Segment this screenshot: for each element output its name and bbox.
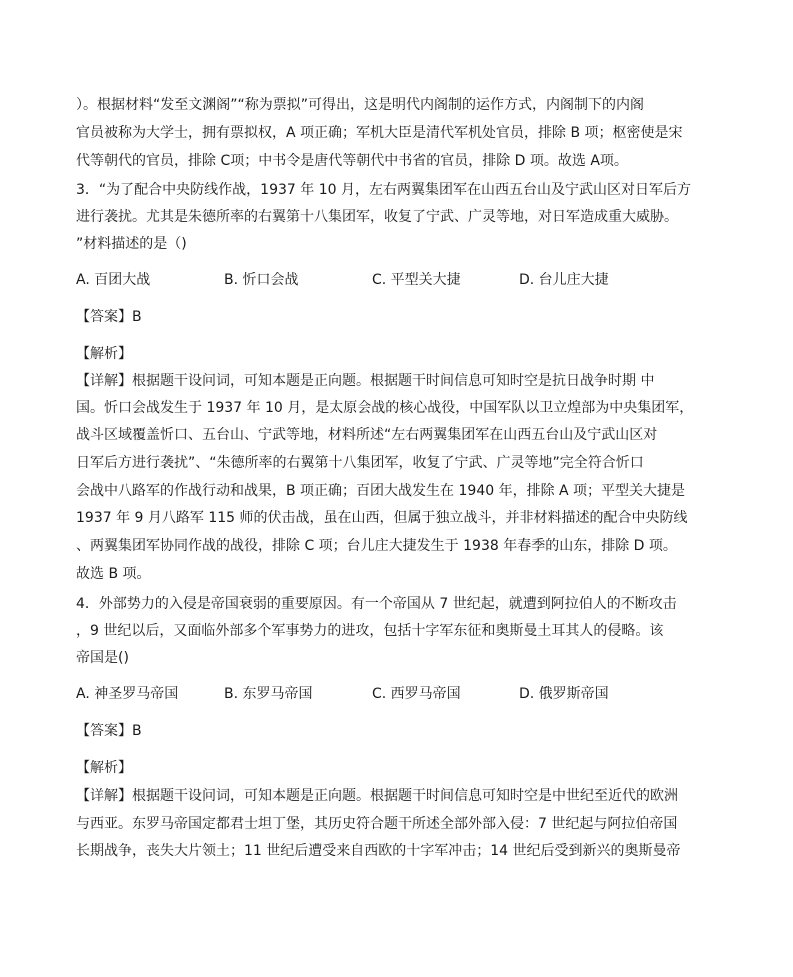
q2-explanation-line-3: 代等朝代的官员，排除 C项；中书令是唐代等朝代中书省的官员，排除 D 项。故选 A项。 (76, 153, 628, 169)
q3-option-a: A. 百团大战 (76, 272, 151, 288)
q4-stem-line-2: ，9 世纪以后，又面临外部多个军事势力的进攻，包括十字军东征和奥斯曼土耳其人的侵略。该 (76, 623, 664, 639)
q2-explanation-line-1: ）。根据材料“发至文渊阁”“称为票拟”可得出，这是明代内阁制的运作方式，内阁制下的内阁 (76, 97, 645, 113)
q3-stem-line-2: 进行袭扰。尤其是朱德所率的右翼第十八集团军，收复了宁武、广灵等地，对日军造成重大威胁。 (76, 209, 678, 225)
q4-option-c: C. 西罗马帝国 (372, 686, 461, 702)
q3-stem-line-3: ”材料描述的是（) (76, 236, 187, 252)
q3-stem-line-1: 3．“为了配合中央防线作战，1937 年 10 月，左右两翼集团军在山西五台山及宁武山区对日军后方 (76, 182, 691, 198)
q2-explanation-line-2: 官员被称为大学士，拥有票拟权，A 项正确；军机大臣是清代军机处官员，排除 B 项；枢密使是宋 (76, 125, 683, 141)
q3-analysis-line-2: 国。忻口会战发生于 1937 年 10 月，是太原会战的核心战役，中国军队以卫立煌部为中央集团军， (76, 400, 694, 416)
q3-analysis-line-8: 故选 B 项。 (76, 566, 151, 582)
q3-option-d: D. 台儿庄大捷 (519, 272, 609, 288)
q4-answer: 【答案】B (76, 723, 142, 739)
q3-analysis-line-1: 【详解】根据题干设问词，可知本题是正向题。根据题干时间信息可知时空是抗日战争时期 中 (76, 373, 655, 389)
q3-analysis-line-6: 1937 年 9 月八路军 115 师的伏击战，虽在山西，但属于独立战斗，并非材料描述的配合中央防线 (76, 510, 688, 526)
q3-option-b: B. 忻口会战 (224, 272, 299, 288)
q4-analysis-line-1: 【详解】根据题干设问词，可知本题是正向题。根据题干时间信息可知时空是中世纪至近代的欧洲 (76, 788, 678, 804)
q4-stem-line-1: 4．外部势力的入侵是帝国衰弱的重要原因。有一个帝国从 7 世纪起，就遭到阿拉伯人的不断攻击 (76, 596, 677, 612)
q4-analysis-line-3: 长期战争，丧失大片领土；11 世纪后遭受来自西欧的十字军冲击；14 世纪后受到新兴的奥斯曼帝 (76, 843, 681, 859)
q4-analysis-label: 【解析】 (76, 760, 132, 776)
q3-option-c: C. 平型关大捷 (372, 272, 461, 288)
q4-analysis-line-2: 与西亚。东罗马帝国定都君士坦丁堡，其历史符合题干所述全部外部入侵：7 世纪起与阿拉伯帝国 (76, 816, 678, 832)
q3-analysis-line-3: 战斗区域覆盖忻口、五台山、宁武等地，材料所述“左右两翼集团军在山西五台山及宁武山区对 (76, 427, 658, 443)
q4-option-a: A. 神圣罗马帝国 (76, 686, 179, 702)
q4-option-d: D. 俄罗斯帝国 (519, 686, 609, 702)
q3-analysis-line-7: 、两翼集团军协同作战的战役，排除 C 项；台儿庄大捷发生于 1938 年春季的山东，排除 D 项。 (76, 538, 677, 554)
q4-option-b: B. 东罗马帝国 (224, 686, 313, 702)
q3-answer: 【答案】B (76, 309, 142, 325)
q3-analysis-line-5: 会战中八路军的作战行动和战果，B 项正确；百团大战发生在 1940 年，排除 A 项；平型关大捷是 (76, 483, 686, 499)
q3-analysis-line-4: 日军后方进行袭扰”、“朱德所率的右翼第十八集团军，收复了宁武、广灵等地”完全符合忻口 (76, 455, 644, 471)
q3-analysis-label: 【解析】 (76, 346, 132, 362)
q4-stem-line-3: 帝国是() (76, 650, 129, 666)
